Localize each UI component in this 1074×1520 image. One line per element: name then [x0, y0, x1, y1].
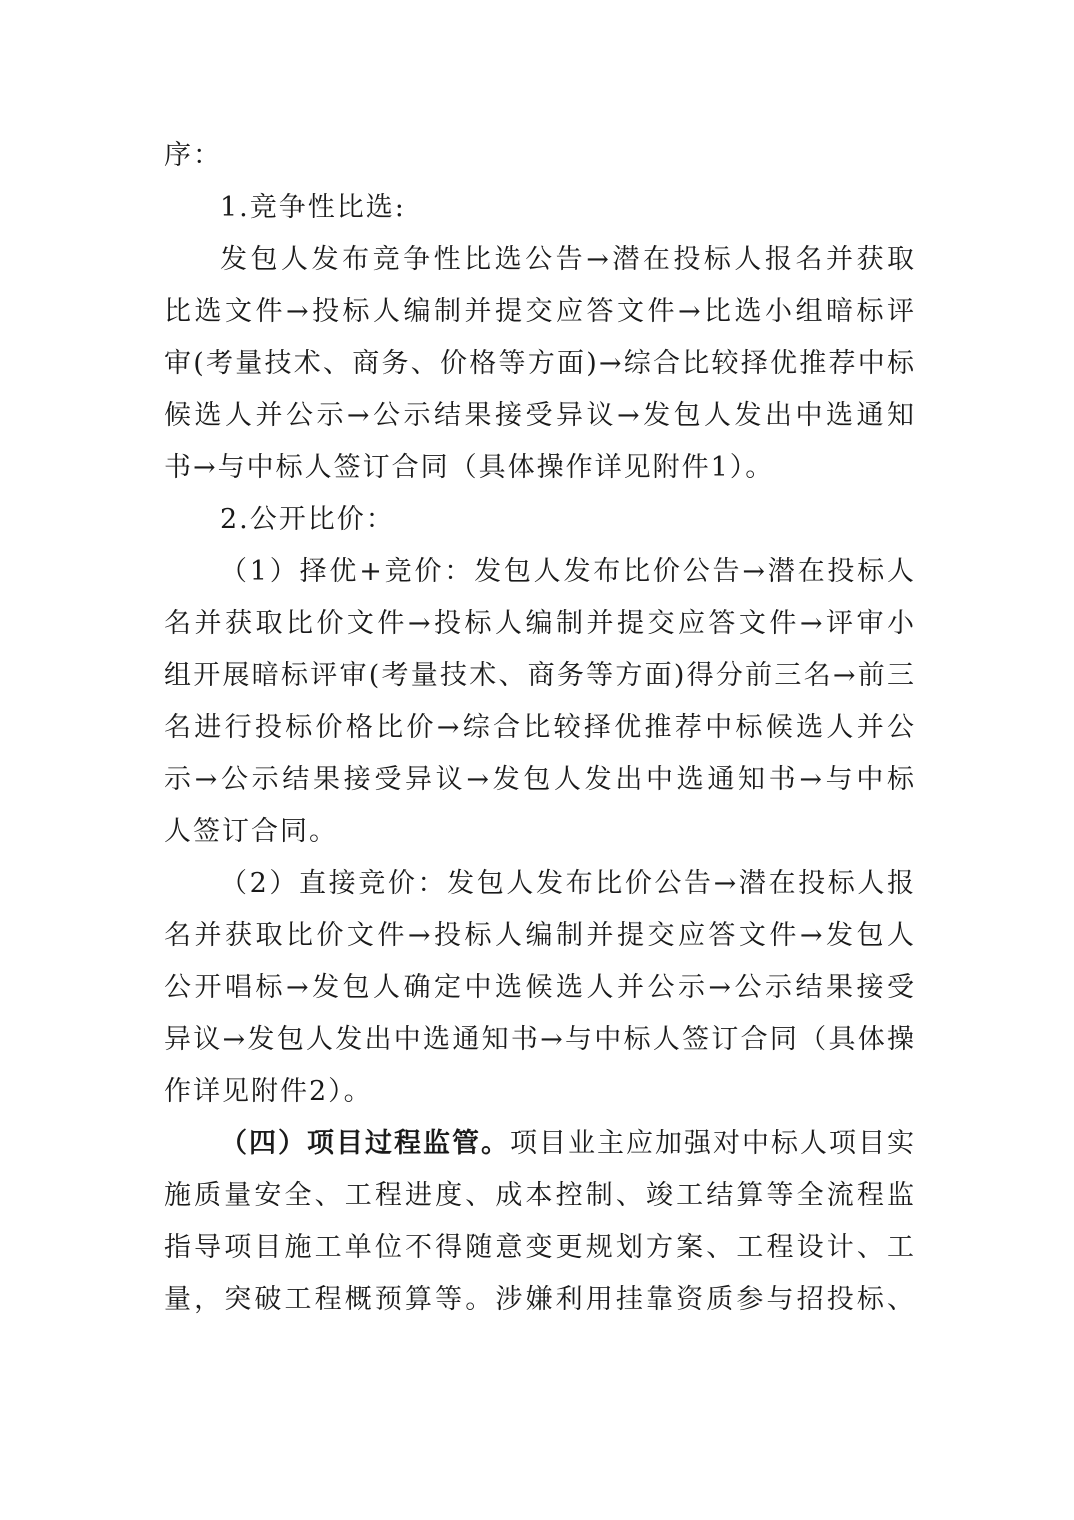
document-page — [164, 130, 916, 1326]
text-line: 名并获取比价文件→投标人编制并提交应答文件→发包人 — [164, 920, 916, 951]
text-line: 序： — [164, 140, 222, 171]
text-line: 候选人并公示→公示结果接受异议→发包人发出中选通知 — [164, 400, 916, 431]
text-line: 名并获取比价文件→投标人编制并提交应答文件→评审小 — [164, 608, 916, 639]
text-line: 审(考量技术、商务、价格等方面)→综合比较择优推荐中标 — [164, 348, 916, 379]
text-line: 施质量安全、工程进度、成本控制、竣工结算等全流程监 — [164, 1180, 916, 1211]
text-line: 指导项目施工单位不得随意变更规划方案、工程设计、工 — [164, 1232, 916, 1263]
section-heading: 2.公开比价： — [220, 504, 395, 535]
text-line: 作详见附件2）。 — [164, 1076, 373, 1107]
text-line: 发包人发布竞争性比选公告→潜在投标人报名并获取 — [220, 244, 916, 275]
text-line: 比选文件→投标人编制并提交应答文件→比选小组暗标评 — [164, 296, 916, 327]
text-line: 人签订合同。 — [164, 816, 338, 847]
text-line — [164, 1118, 916, 1170]
section-four-heading: （四）项目过程监管。 — [220, 1128, 510, 1159]
text-line: 示→公示结果接受异议→发包人发出中选通知书→与中标 — [164, 764, 916, 795]
text-line: 异议→发包人发出中选通知书→与中标人签订合同（具体操 — [164, 1024, 916, 1055]
text-line: （2）直接竞价：发包人发布比价公告→潜在投标人报 — [220, 868, 916, 899]
text-line: （1）择优+竞价：发包人发布比价公告→潜在投标人 — [220, 556, 916, 587]
text-line: 量，突破工程概预算等。涉嫌利用挂靠资质参与招投标、 — [164, 1284, 916, 1315]
text-line: 公开唱标→发包人确定中选候选人并公示→公示结果接受 — [164, 972, 916, 1003]
section-heading: 1.竞争性比选: — [220, 192, 406, 223]
text-line: 组开展暗标评审(考量技术、商务等方面)得分前三名→前三 — [164, 660, 916, 691]
text-span: 项目业主应加强对中标人项目实 — [510, 1128, 916, 1159]
text-line: 书→与中标人签订合同（具体操作详见附件1）。 — [164, 452, 775, 483]
text-line: 名进行投标价格比价→综合比较择优推荐中标候选人并公 — [164, 712, 916, 743]
